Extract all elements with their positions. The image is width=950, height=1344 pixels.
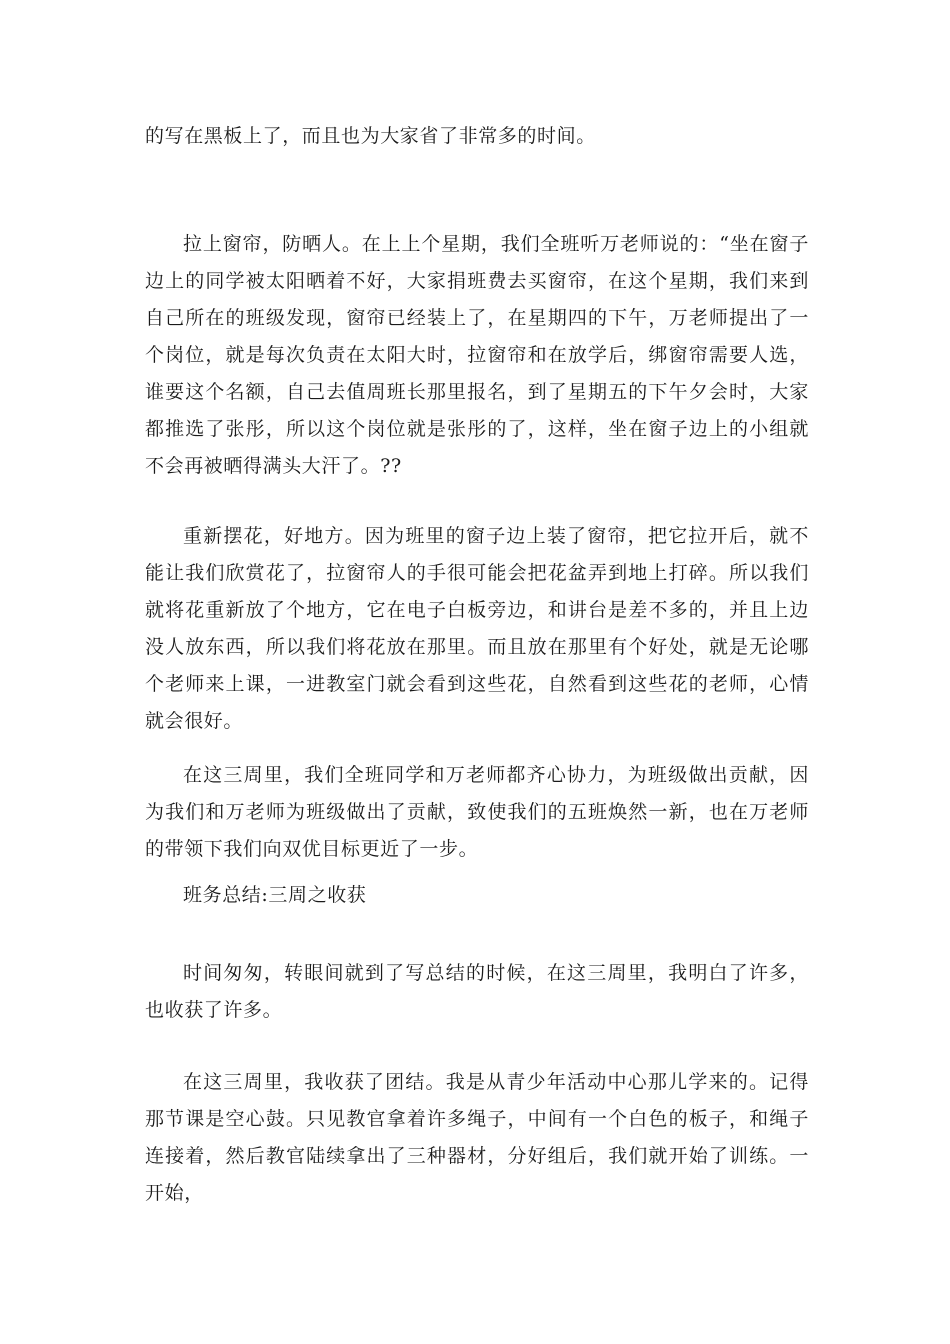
paragraph-unity: 在这三周里，我收获了团结。我是从青少年活动中心那儿学来的。记得那节课是空心鼓。只见教官拿着许多绳子，中间有一个白色的板子，和绳子连接着，然后教官陆续拿出了三种器材，分好组后，我们就开始了训练。一开始， — [145, 1071, 809, 1204]
paragraph-time-passes: 时间匆匆，转眼间就到了写总结的时候，在这三周里，我明白了许多，也收获了许多。 — [145, 962, 809, 1021]
paragraph-curtains: 拉上窗帘，防晒人。在上上个星期，我们全班听万老师说的：“坐在窗子边上的同学被太阳晒着不好，大家捐班费去买窗帘，在这个星期，我们来到自己所在的班级发现，窗帘已经装上了，在星期四的下午，万老师提出了一个岗位，就是每次负责在太阳大时，拉窗帘和在放学后，绑窗帘需要人选，谁要这个名额，自己去值周班长那里报名，到了星期五的下午夕会时，大家都推选了张彤，所以这个岗位就是张彤的了，这样，坐在窗子边上的小组就不会再被晒得满头大汗了。?? — [145, 233, 809, 477]
section-heading: 班务总结:三周之收获 — [183, 884, 367, 906]
paragraph-flowers: 重新摆花，好地方。因为班里的窗子边上装了窗帘，把它拉开后，就不能让我们欣赏花了，拉窗帘人的手很可能会把花盆弄到地上打碎。所以我们就将花重新放了个地方，它在电子白板旁边，和讲台是差不多的，并且上边没人放东西，所以我们将花放在那里。而且放在那里有个好处，就是无论哪个老师来上课，一进教室门就会看到这些花，自然看到这些花的老师，心情就会很好。 — [145, 525, 809, 732]
paragraph-continuation: 的写在黑板上了，而且也为大家省了非常多的时间。 — [145, 125, 596, 147]
paragraph-summary: 在这三周里，我们全班同学和万老师都齐心协力，为班级做出贡献，因为我们和万老师为班级做出了贡献，致使我们的五班焕然一新，也在万老师的带领下我们向双优目标更近了一步。 — [145, 764, 809, 860]
